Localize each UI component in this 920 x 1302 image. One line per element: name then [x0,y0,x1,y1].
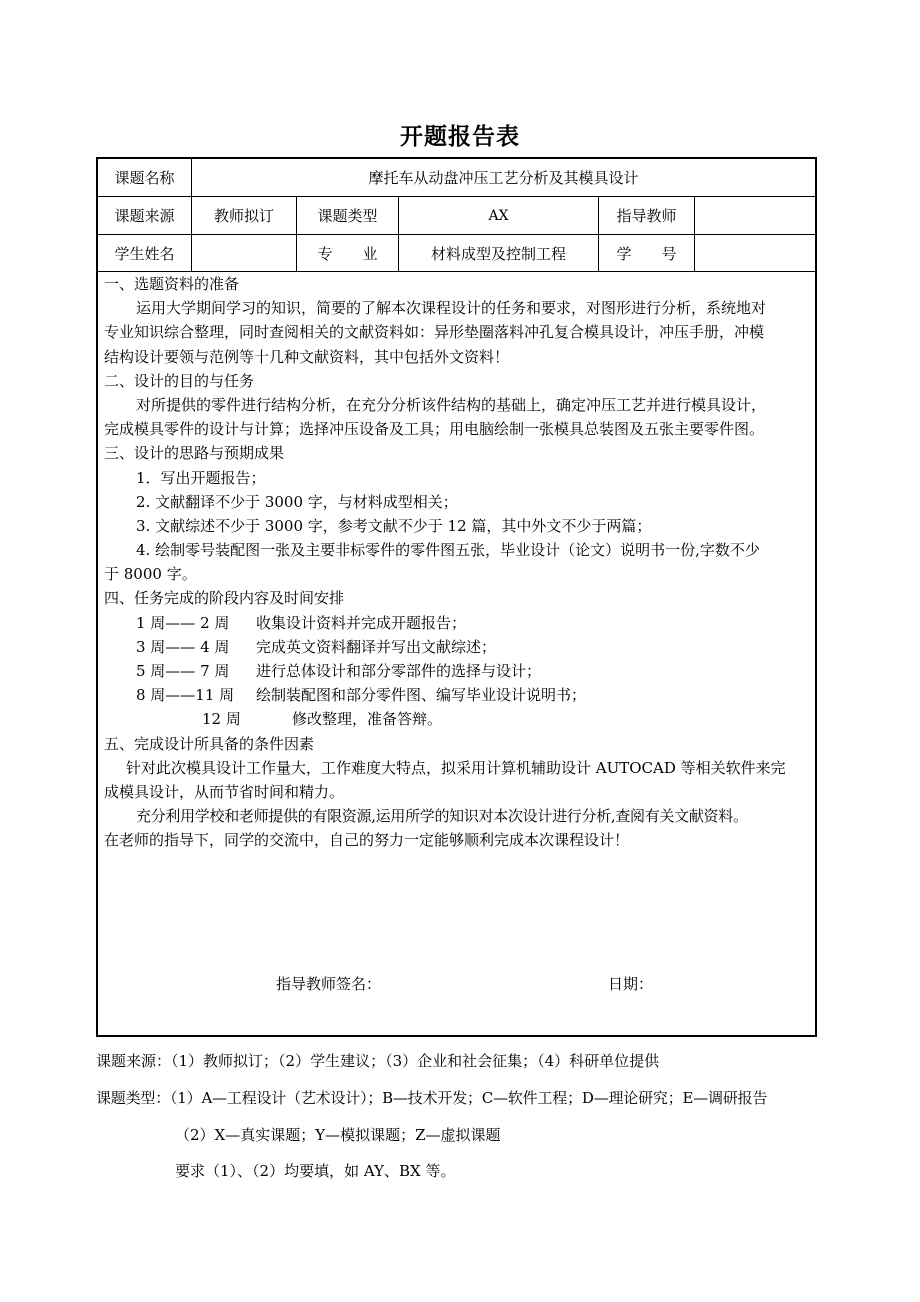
schedule-weeks: 8 周——11 周 [136,686,235,705]
section-heading: 五、完成设计所具备的条件因素 [104,734,315,753]
advisor-signature-label: 指导教师签名： [276,975,382,993]
section-heading: 二、设计的目的与任务 [104,371,255,390]
list-item: 4. 绘制零号装配图一张及主要非标零件的零件图五张，毕业设计（论文）说明书一份,字数不少 [136,541,760,560]
schedule-row [104,611,816,635]
schedule-task: 绘制装配图和部分零件图、编写毕业设计说明书； [256,686,587,705]
schedule-weeks: 12 周 [202,710,241,729]
topic-source-label: 课题来源 [114,207,175,225]
section-heading: 四、任务完成的阶段内容及时间安排 [104,589,345,608]
paragraph-line: 运用大学期间学习的知识，简要的了解本次课程设计的任务和要求，对图形进行分析，系统地对 [136,299,767,318]
student-id-value [695,235,815,271]
list-item: 2. 文献翻译不少于 3000 字，与材料成型相关； [136,492,458,511]
list-item-continuation: 于 8000 字。 [104,565,197,584]
topic-type-value: AX [488,207,509,224]
page-title: 开题报告表 [400,124,520,150]
schedule-weeks: 3 周—— 4 周 [136,637,230,656]
paragraph-line: 在老师的指导下，同学的交流中，自己的努力一定能够顺利完成本次课程设计！ [104,831,630,850]
footnote-type-2: （2）X—真实课题；Y—模拟课题；Z—虚拟课题 [175,1126,501,1144]
schedule-weeks: 1 周—— 2 周 [136,613,230,632]
paragraph-line: 结构设计要领与范例等十几种文献资料，其中包括外文资料！ [104,347,510,366]
schedule-task: 完成英文资料翻译并写出文献综述； [256,637,497,656]
advisor-label: 指导教师 [616,207,677,225]
schedule-row [104,635,816,659]
paragraph-line: 针对此次模具设计工作量大，工作难度大特点，拟采用计算机辅助设计 AUTOCAD 等相关软件来完 [126,758,786,777]
schedule-task: 收集设计资料并完成开题报告； [256,613,467,632]
date-label: 日期： [608,975,654,993]
advisor-value [695,197,815,234]
footnote-requirement: 要求（1）、（2）均要填，如 AY、BX 等。 [175,1162,456,1180]
footnote-type: 课题类型：（1）A—工程设计（艺术设计）；B—技术开发；C—软件工程；D—理论研究；E—调研报告 [96,1089,768,1107]
student-id-label: 学 号 [616,244,677,263]
section-heading: 三、设计的思路与预期成果 [104,444,285,463]
paragraph-line: 专业知识综合整理，同时查阅相关的文献资料如：异形垫圈落料冲孔复合模具设计，冲压手册，冲模 [104,323,765,342]
footnote-source: 课题来源：（1）教师拟订；（2）学生建议；（3）企业和社会征集；（4）科研单位提供 [96,1052,660,1070]
student-name-label: 学生姓名 [114,244,175,263]
schedule-row [104,707,816,731]
topic-type-label: 课题类型 [317,207,378,225]
section-heading: 一、选题资料的准备 [104,275,240,293]
major-label: 专 业 [317,244,378,263]
report-body [104,272,816,853]
topic-name-value: 摩托车从动盘冲压工艺分析及其模具设计 [368,169,639,187]
schedule-weeks: 5 周—— 7 周 [136,662,230,680]
list-item: 3. 文献综述不少于 3000 字，参考文献不少于 12 篇，其中外文不少于两篇； [136,516,652,535]
schedule-task: 进行总体设计和部分零部件的选择与设计； [256,662,542,680]
paragraph-line: 完成模具零件的设计与计算；选择冲压设备及工具；用电脑绘制一张模具总装图及五张主要零件图。 [104,420,765,439]
schedule-row [104,659,816,683]
student-name-value [192,235,296,271]
schedule-row [104,683,816,707]
topic-name-label: 课题名称 [114,169,175,187]
list-item: 1．写出开题报告； [136,468,266,487]
major-value: 材料成型及控制工程 [430,244,566,263]
paragraph-line: 充分利用学校和老师提供的有限资源,运用所学的知识对本次设计进行分析,查阅有关文献资料。 [136,807,748,826]
schedule-task: 修改整理，准备答辩。 [292,710,443,729]
topic-source-value: 教师拟订 [213,207,274,225]
paragraph-line: 对所提供的零件进行结构分析，在充分分析该件结构的基础上，确定冲压工艺并进行模具设计， [136,395,767,414]
paragraph-line: 成模具设计，从而节省时间和精力。 [104,782,345,801]
